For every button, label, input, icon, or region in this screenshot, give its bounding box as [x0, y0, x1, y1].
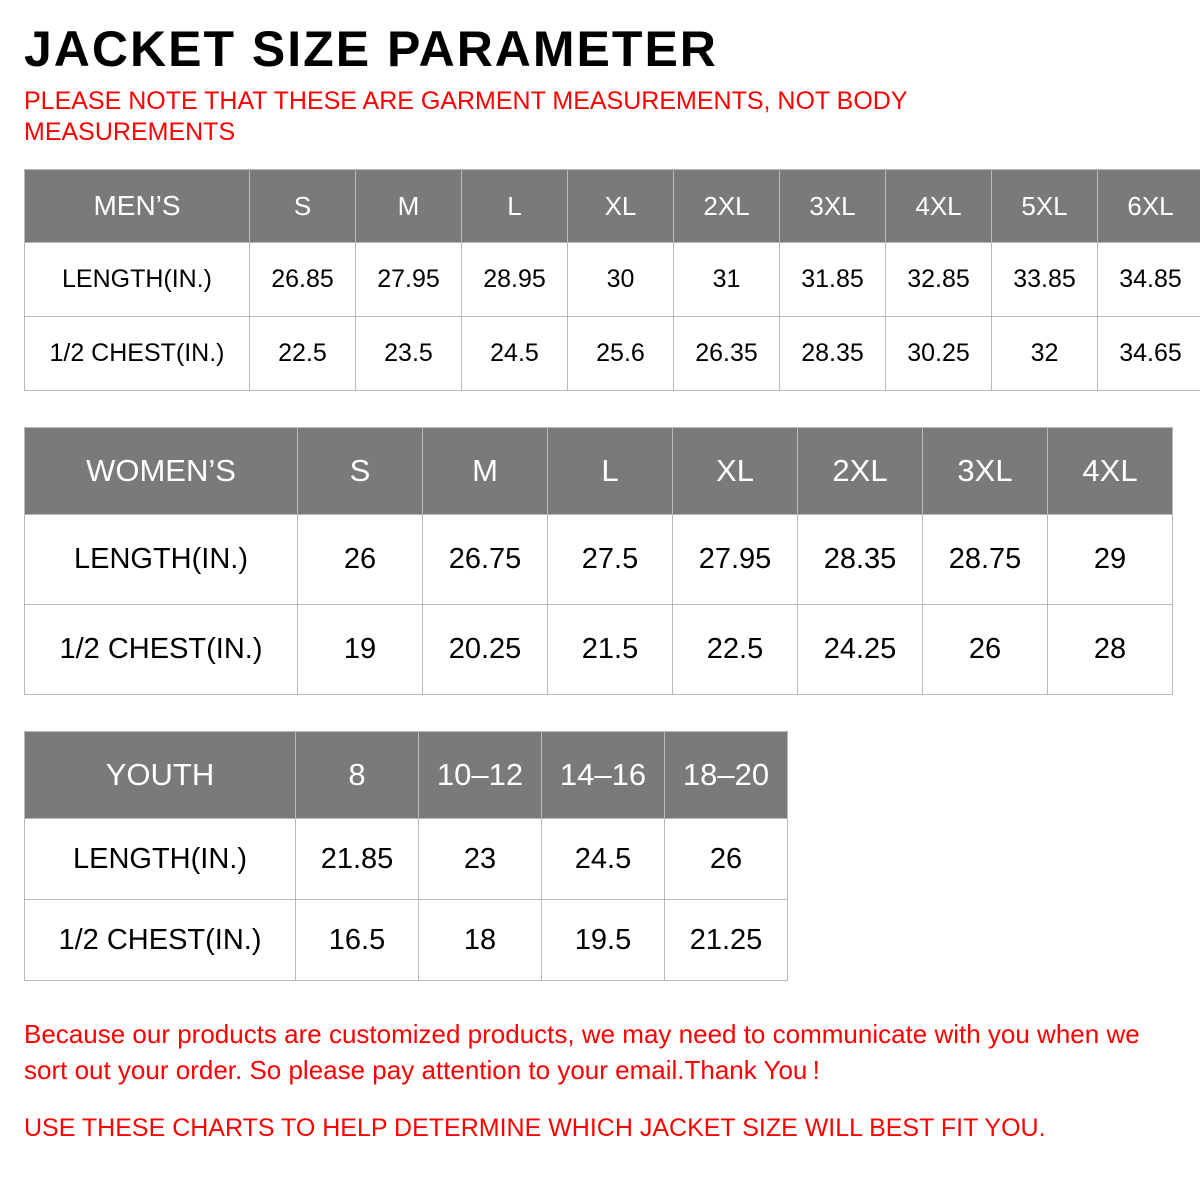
footer-notes [24, 1017, 1176, 1145]
cell-value: 28.95 [462, 243, 568, 317]
womens-size-header: XL [673, 428, 798, 515]
cell-value: 18 [419, 900, 542, 981]
cell-value: 25.6 [568, 317, 674, 391]
table-row [25, 317, 1200, 391]
cell-value: 33.85 [992, 243, 1098, 317]
womens-size-header: 3XL [923, 428, 1048, 515]
cell-value: 16.5 [296, 900, 419, 981]
youth-table-body [25, 819, 788, 981]
table-header-row [25, 428, 1173, 515]
cell-value: 30 [568, 243, 674, 317]
cell-value: 23 [419, 819, 542, 900]
cell-value: 26.75 [423, 515, 548, 605]
cell-value: 34.65 [1098, 317, 1200, 391]
cell-value: 30.25 [886, 317, 992, 391]
cell-value: 27.95 [356, 243, 462, 317]
cell-value: 21.25 [665, 900, 788, 981]
cell-value: 32.85 [886, 243, 992, 317]
row-label: 1/2 CHEST(IN.) [25, 605, 298, 695]
youth-size-table [24, 731, 788, 981]
table-header-row [25, 170, 1200, 243]
cell-value: 28 [1048, 605, 1173, 695]
cell-value: 24.5 [542, 819, 665, 900]
mens-size-header: 4XL [886, 170, 992, 243]
cell-value: 26 [923, 605, 1048, 695]
row-label: LENGTH(IN.) [25, 243, 250, 317]
row-label: LENGTH(IN.) [25, 515, 298, 605]
cell-value: 23.5 [356, 317, 462, 391]
table-row [25, 515, 1173, 605]
table-row [25, 900, 788, 981]
mens-size-header: 3XL [780, 170, 886, 243]
mens-size-header: M [356, 170, 462, 243]
row-label: 1/2 CHEST(IN.) [25, 317, 250, 391]
cell-value: 24.5 [462, 317, 568, 391]
womens-size-header: M [423, 428, 548, 515]
cell-value: 28.35 [798, 515, 923, 605]
mens-header-label: MEN’S [25, 170, 250, 243]
cell-value: 34.85 [1098, 243, 1200, 317]
mens-size-header: 6XL [1098, 170, 1200, 243]
womens-size-table [24, 427, 1173, 695]
cell-value: 27.5 [548, 515, 673, 605]
womens-size-header: S [298, 428, 423, 515]
mens-size-header: 2XL [674, 170, 780, 243]
table-row [25, 243, 1200, 317]
cell-value: 19 [298, 605, 423, 695]
cell-value: 32 [992, 317, 1098, 391]
womens-header-label: WOMEN’S [25, 428, 298, 515]
mens-size-table [24, 169, 1200, 391]
cell-value: 31 [674, 243, 780, 317]
cell-value: 21.5 [548, 605, 673, 695]
cell-value: 28.35 [780, 317, 886, 391]
womens-size-header: 2XL [798, 428, 923, 515]
cell-value: 26.85 [250, 243, 356, 317]
mens-table-body [25, 243, 1200, 391]
cell-value: 29 [1048, 515, 1173, 605]
cell-value: 26.35 [674, 317, 780, 391]
cell-value: 26 [665, 819, 788, 900]
cell-value: 28.75 [923, 515, 1048, 605]
womens-size-header: 4XL [1048, 428, 1173, 515]
table-row [25, 605, 1173, 695]
mens-size-header: S [250, 170, 356, 243]
footer-usage-note: USE THESE CHARTS TO HELP DETERMINE WHICH JACKET SIZE WILL BEST FIT YOU. [24, 1113, 1046, 1142]
footer-customization-note: Because our products are customized products, we may need to communicate with you when we sort out your order. So please pay attention to your email.Thank You ! [24, 1019, 1140, 1085]
youth-size-header: 14–16 [542, 732, 665, 819]
youth-table-header [25, 732, 788, 819]
cell-value: 26 [298, 515, 423, 605]
cell-value: 20.25 [423, 605, 548, 695]
cell-value: 22.5 [250, 317, 356, 391]
measurement-note: PLEASE NOTE THAT THESE ARE GARMENT MEASUREMENTS, NOT BODY MEASUREMENTS [24, 87, 908, 146]
row-label: LENGTH(IN.) [25, 819, 296, 900]
womens-table-header [25, 428, 1173, 515]
mens-size-header: 5XL [992, 170, 1098, 243]
womens-table-body [25, 515, 1173, 695]
youth-size-header: 18–20 [665, 732, 788, 819]
cell-value: 31.85 [780, 243, 886, 317]
page-title: JACKET SIZE PARAMETER [24, 21, 718, 77]
mens-size-header: L [462, 170, 568, 243]
table-header-row [25, 732, 788, 819]
youth-header-label: YOUTH [25, 732, 296, 819]
womens-size-header: L [548, 428, 673, 515]
row-label: 1/2 CHEST(IN.) [25, 900, 296, 981]
mens-size-header: XL [568, 170, 674, 243]
cell-value: 27.95 [673, 515, 798, 605]
youth-size-header: 8 [296, 732, 419, 819]
cell-value: 24.25 [798, 605, 923, 695]
cell-value: 22.5 [673, 605, 798, 695]
youth-size-header: 10–12 [419, 732, 542, 819]
table-row [25, 819, 788, 900]
cell-value: 19.5 [542, 900, 665, 981]
cell-value: 21.85 [296, 819, 419, 900]
mens-table-header [25, 170, 1200, 243]
